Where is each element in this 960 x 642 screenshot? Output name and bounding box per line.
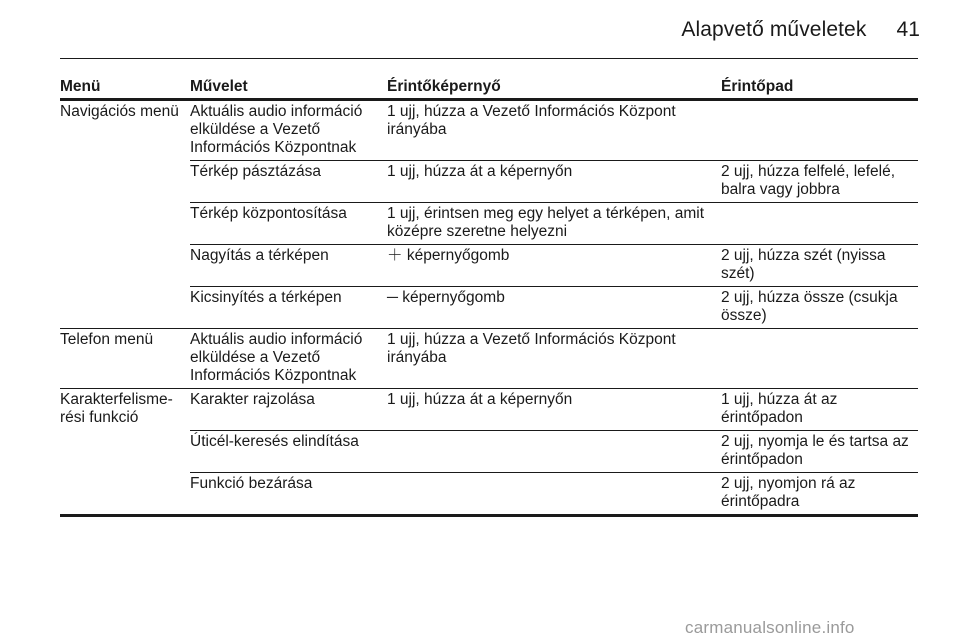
touchpad-cell: 2 ujj, húzza össze (csukja össze) bbox=[721, 287, 918, 329]
action-cell: Aktuális audio információ elküldése a Vezető Információs Központnak bbox=[190, 329, 387, 389]
menu-cell: Karakterfelisme-rési funkció bbox=[60, 389, 190, 516]
action-cell: Kicsinyítés a térképen bbox=[190, 287, 387, 329]
minus-icon: ─ bbox=[387, 289, 398, 306]
touchscreen-cell bbox=[387, 287, 721, 329]
touchscreen-cell: 1 ujj, húzza a Vezető Információs Központ irányába bbox=[387, 329, 721, 389]
plus-icon: ＋ bbox=[387, 247, 403, 264]
watermark: carmanualsonline.info bbox=[685, 618, 855, 637]
column-header-touchscreen: Érintőképernyő bbox=[387, 76, 721, 100]
touchscreen-cell bbox=[387, 245, 721, 287]
action-cell: Térkép központosítása bbox=[190, 203, 387, 245]
action-cell: Térkép pásztázása bbox=[190, 161, 387, 203]
page-number: 41 bbox=[896, 18, 920, 41]
column-header-menu: Menü bbox=[60, 76, 190, 100]
action-cell: Aktuális audio információ elküldése a Vezető Információs Központnak bbox=[190, 100, 387, 161]
action-cell: Úticél-keresés elindítása bbox=[190, 431, 387, 473]
touchscreen-cell: 1 ujj, érintsen meg egy helyet a térképen, amit középre szeretne helyezni bbox=[387, 203, 721, 245]
table-header-row bbox=[60, 76, 918, 100]
touchscreen-cell: 1 ujj, húzza át a képernyőn bbox=[387, 389, 721, 431]
touchscreen-cell: 1 ujj, húzza a Vezető Információs Központ irányába bbox=[387, 100, 721, 161]
page-header bbox=[600, 18, 920, 42]
column-header-action: Művelet bbox=[190, 76, 387, 100]
touchscreen-cell: 1 ujj, húzza át a képernyőn bbox=[387, 161, 721, 203]
action-cell: Nagyítás a térképen bbox=[190, 245, 387, 287]
touchpad-cell bbox=[721, 203, 918, 245]
header-divider bbox=[60, 58, 918, 59]
touchpad-cell bbox=[721, 100, 918, 161]
table-row bbox=[60, 100, 918, 161]
touchpad-cell bbox=[721, 329, 918, 389]
touchpad-cell: 2 ujj, nyomja le és tartsa az érintőpadon bbox=[721, 431, 918, 473]
operations-table bbox=[60, 76, 918, 517]
menu-cell: Navigációs menü bbox=[60, 100, 190, 329]
touchscreen-text: képernyőgomb bbox=[402, 247, 510, 264]
action-cell: Funkció bezárása bbox=[190, 473, 387, 516]
touchpad-cell: 2 ujj, húzza felfelé, lefelé, balra vagy jobbra bbox=[721, 161, 918, 203]
touchpad-cell: 2 ujj, húzza szét (nyissa szét) bbox=[721, 245, 918, 287]
touchscreen-cell bbox=[387, 431, 721, 473]
menu-cell: Telefon menü bbox=[60, 329, 190, 389]
touchpad-cell: 2 ujj, nyomjon rá az érintőpadra bbox=[721, 473, 918, 516]
touchscreen-text: képernyőgomb bbox=[397, 289, 505, 306]
table-row bbox=[60, 329, 918, 389]
action-cell: Karakter rajzolása bbox=[190, 389, 387, 431]
column-header-touchpad: Érintőpad bbox=[721, 76, 918, 100]
touchpad-cell: 1 ujj, húzza át az érintőpadon bbox=[721, 389, 918, 431]
table-row bbox=[60, 389, 918, 431]
section-title: Alapvető műveletek bbox=[681, 18, 867, 41]
touchscreen-cell bbox=[387, 473, 721, 516]
